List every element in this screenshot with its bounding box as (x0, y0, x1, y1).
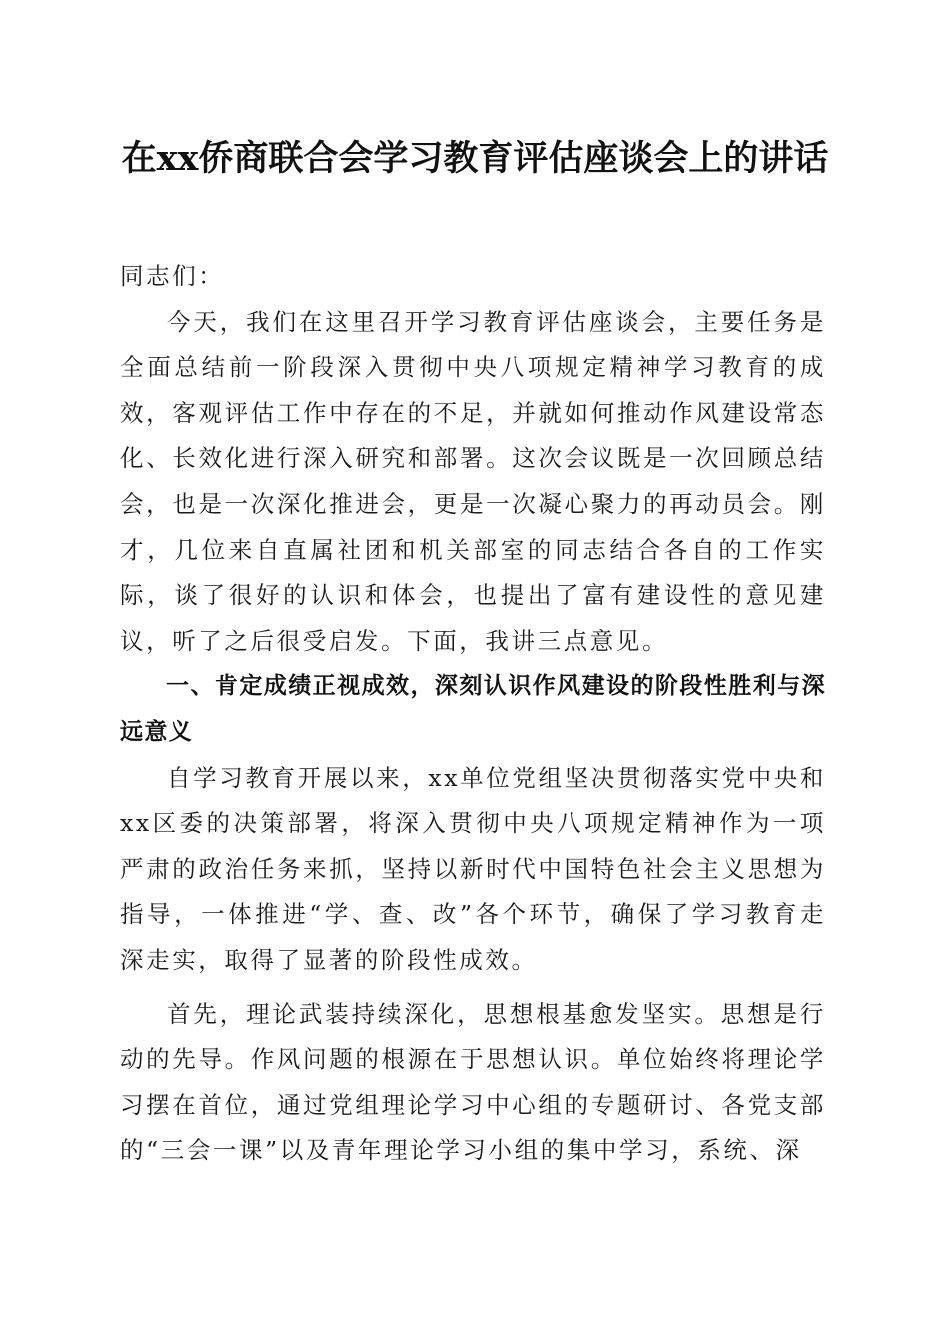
salutation: 同志们： (120, 262, 225, 290)
document-title: 在xx侨商联合会学习教育评估座谈会上的讲话 (121, 138, 829, 179)
paragraph: 今天，我们在这里召开学习教育评估座谈会，主要任务是全面总结前一阶段深入贯彻中央八项规定精神学习教育的成效，客观评估工作中存在的不足，并就如何推动作风建设常态化、长效化进行深入研究和部署。这次会议既是一次回顾总结会，也是一次深化推进会，更是一次凝心聚力的再动员会。刚才，几位来自直属社团和机关部室的同志结合各自的工作实际，谈了很好的认识和体会，也提出了富有建设性的意见建议，听了之后很受启发。下面，我讲三点意见。 (120, 307, 826, 655)
section-heading: 一、肯定成绩正视成效，深刻认识作风建设的阶段性胜利与深远意义 (120, 673, 826, 745)
paragraph: 自学习教育开展以来，xx单位党组坚决贯彻落实党中央和xx区委的决策部署，将深入贯彻中央八项规定精神作为一项严肃的政治任务来抓，坚持以新时代中国特色社会主义思想为指导，一体推进“学、查、改”各个环节，确保了学习教育走深走实，取得了显著的阶段性成效。 (120, 763, 826, 974)
document-body (120, 254, 826, 1174)
paragraph: 首先，理论武装持续深化，思想根基愈发坚实。思想是行动的先导。作风问题的根源在于思想认识。单位始终将理论学习摆在首位，通过党组理论学习中心组的专题研讨、各党支部的“三会一课”以及青年理论学习小组的集中学习，系统、深 (120, 999, 826, 1165)
paragraph-gap (120, 984, 826, 992)
